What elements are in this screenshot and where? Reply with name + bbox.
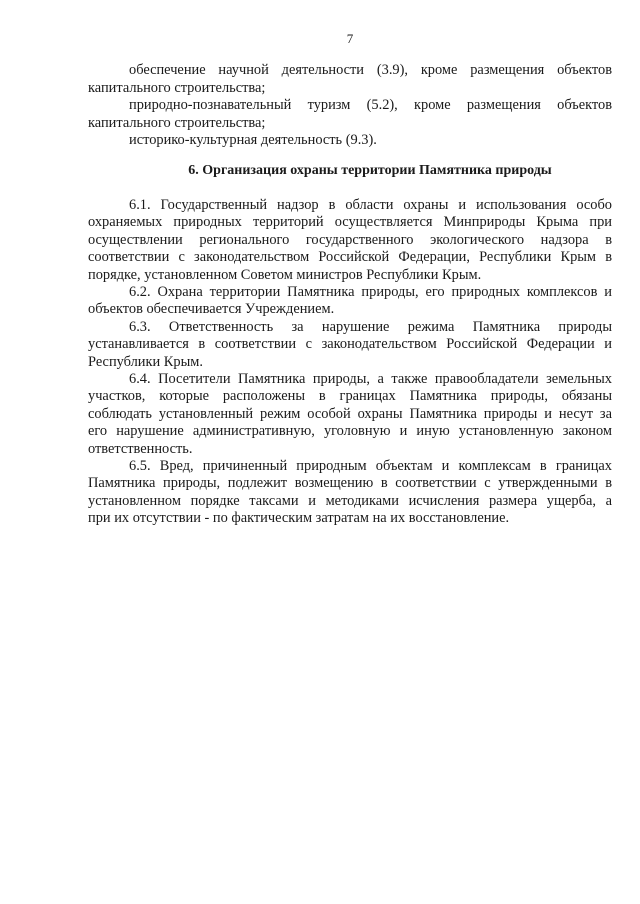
text-line: осуществлении регионального государственного экологического надзора в — [88, 231, 612, 248]
text-line: историко-культурная деятельность (9.3). — [129, 132, 377, 148]
text-line: порядке, установленном Советом министров Республики Крым. — [88, 266, 482, 283]
text-line: 6.4. Посетители Памятника природы, а также правообладатели земельных — [129, 371, 612, 387]
text-line: установленном порядке таксами и методиками исчисления размера ущерба, а — [88, 492, 612, 509]
text-line: при их отсутствии - по фактическим затратам на их восстановление. — [88, 510, 510, 527]
text-line: его нарушение административную, уголовную и иную установленную законом — [88, 423, 612, 440]
text-line: охраняемых природных территорий осуществляется Минприроды Крыма при — [88, 214, 612, 231]
text-line: соответствии с законодательством Российской Федерации, Республики Крым в — [88, 249, 612, 266]
text-line: 6.5. Вред, причиненный природным объектам и комплексам в границах — [129, 458, 612, 474]
text-line: обеспечение научной деятельности (3.9), кроме размещения объектов — [129, 62, 612, 78]
text-line: 6.2. Охрана территории Памятника природы, его природных комплексов и — [129, 284, 612, 300]
text-line: капитального строительства; — [88, 79, 266, 96]
text-line: устанавливается в соответствии с законодательством Российской Федерации и — [88, 336, 612, 353]
text-line: участков, которые расположены в границах Памятника природы, обязаны — [88, 388, 612, 405]
section-heading: 6. Организация охраны территории Памятника природы — [188, 163, 552, 178]
text-line: природно-познавательный туризм (5.2), кроме размещения объектов — [129, 97, 612, 113]
page-number: 7 — [346, 31, 354, 46]
text-line: капитального строительства; — [88, 114, 266, 131]
text-line: 6.3. Ответственность за нарушение режима Памятника природы — [129, 318, 612, 335]
text-line: объектов обеспечивается Учреждением. — [88, 301, 335, 318]
text-line: ответственность. — [88, 440, 193, 457]
text-line: соблюдать установленный режим особой охраны Памятника природы и несут за — [88, 405, 612, 422]
text-line: 6.1. Государственный надзор в области охраны и использования особо — [129, 197, 612, 213]
text-line: Республики Крым. — [88, 353, 203, 370]
text-line: Памятника природы, подлежит возмещению в соответствии с утвержденными в — [88, 475, 612, 492]
